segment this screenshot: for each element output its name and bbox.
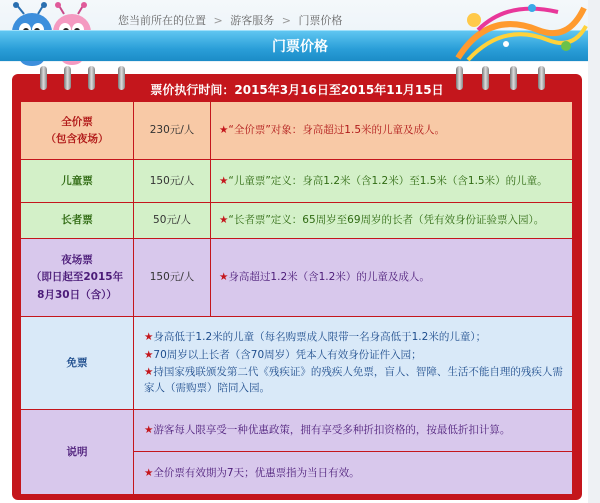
breadcrumb [118,12,342,28]
ticket-desc-notes-2 [134,452,572,494]
breadcrumb-link-visitor-services[interactable]: 游客服务 [230,14,275,27]
decorative-swirl-graphic [448,0,588,66]
price-table [21,102,572,494]
ticket-desc-line: 身高低于1.2米的儿童（每名购票成人限带一名身高低于1.2米的儿童）； [153,331,487,344]
ticket-desc-child [211,160,572,202]
ticket-name-line: 8月30日（含）） [37,288,117,301]
ticket-name-line: （包含夜场） [45,133,109,145]
ticket-desc-free [134,317,572,409]
star-icon: ★ [219,174,229,187]
ticket-price-full-price: 230元/人 [134,102,210,159]
ticket-desc-line: “长者票”定义：65周岁至69周岁的长者（凭有效身份证验票入园）。 [228,214,545,227]
ticket-name-senior: 长者票 [21,203,133,238]
star-icon: ★ [219,271,229,284]
star-icon: ★ [144,424,154,437]
ticket-desc-line: 游客每人限享受一种优惠政策，拥有享受多种折扣资格的，按最低折扣计算。 [153,424,511,437]
ticket-price-child: 150元/人 [134,160,210,202]
breadcrumb-separator: > [213,14,223,27]
star-icon: ★ [144,331,154,344]
ticket-name-full-price [21,102,133,159]
breadcrumb-separator: > [281,14,291,27]
star-icon: ★ [144,466,154,479]
ticket-desc-line: 70周岁以上长者（含70周岁）凭本人有效身份证件入园； [153,348,422,361]
ticket-desc-line: “全价票”对象：身高超过1.5米的儿童及成人。 [228,124,445,137]
ticket-name-line: （即日起至2015年 [30,271,124,284]
ticket-name-free: 免票 [21,317,133,409]
star-icon: ★ [219,214,229,227]
star-icon: ★ [144,348,154,361]
ticket-desc-full-price [211,102,572,159]
ticket-name-child: 儿童票 [21,160,133,202]
ticket-name-line: 全价票 [61,115,93,128]
ticket-desc-notes-1 [134,410,572,451]
ticket-desc-line: “儿童票”定义：身高1.2米（含1.2米）至1.5米（含1.5米）的儿童。 [228,174,548,187]
ticket-desc-line: 身高超过1.2米（含1.2米）的儿童及成人。 [228,271,430,284]
ticket-price-senior: 50元/人 [134,203,210,238]
ticket-desc-night [211,239,572,316]
breadcrumb-link-ticket-price[interactable]: 门票价格 [298,14,343,27]
ticket-price-night: 150元/人 [134,239,210,316]
ticket-name-line: 夜场票 [61,254,93,267]
price-period-heading: 票价执行时间：2015年3月16日至2015年11月15日 [150,83,444,97]
star-icon: ★ [219,124,229,137]
ticket-desc-line: 全价票有效期为7天；优惠票指为当日有效。 [153,466,360,479]
page-title: 门票价格 [272,39,328,55]
ticket-desc-senior [211,203,572,238]
vertical-scrollbar[interactable] [588,0,600,503]
ticket-name-night [21,239,133,316]
star-icon: ★ [144,366,154,378]
ticket-name-notes: 说明 [21,410,133,494]
breadcrumb-current-location: 您当前所在的位置 [118,14,206,27]
ticket-desc-line: 持国家残联颁发第二代《残疾证》的残疾人免票，盲人、智障、生活不能自理的残疾人需家人（需购票）陪同入园。 [144,366,563,395]
